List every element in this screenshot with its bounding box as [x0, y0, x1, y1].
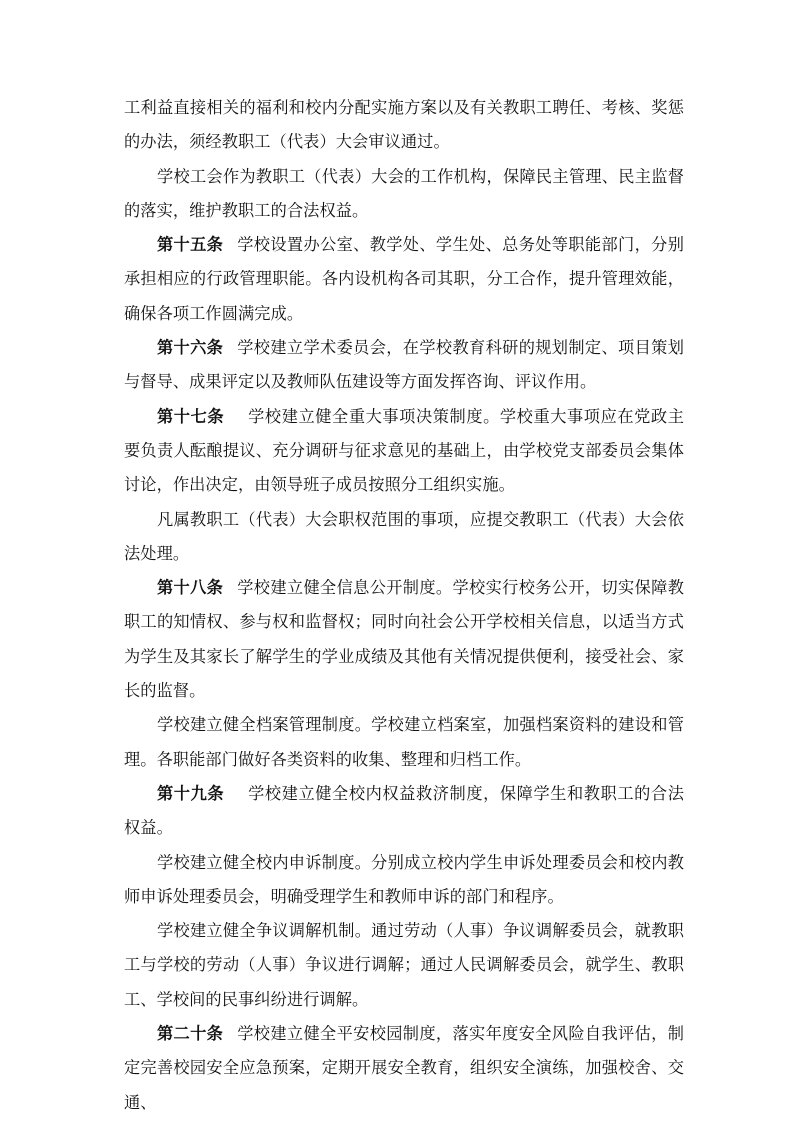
- paragraph: [124, 708, 684, 777]
- paragraph-continuation: [124, 91, 684, 160]
- body-text: [124, 91, 684, 1120]
- paragraph-text: 学校建立学术委员会，在学校教育科研的规划制定、项目策划与督导、成果评定以及教师队伍建设等方面发挥咨询、评议作用。: [124, 338, 684, 392]
- article-19: [124, 777, 684, 846]
- paragraph-text: 学校建立健全校内权益救济制度，保障学生和教职工的合法权益。: [124, 783, 684, 838]
- paragraph-text: 学校建立健全校内申诉制度。分别成立校内学生申诉处理委员会和校内教师申诉处理委员会，明确受理学生和教师申诉的部门和程序。: [124, 852, 684, 906]
- article-15: [124, 228, 684, 331]
- paragraph-text: 学校建立健全信息公开制度。学校实行校务公开，切实保障教职工的知情权、参与权和监督权；同时向社会公开学校相关信息，以适当方式为学生及其家长了解学生的学业成绩及其他有关情况提供便利，接受社会、家长的监督。: [124, 578, 684, 701]
- paragraph-text: 工利益直接相关的福利和校内分配实施方案以及有关教职工聘任、考核、奖惩的办法，须经教职工（代表）大会审议通过。: [124, 98, 684, 152]
- article-number: 第十八条: [157, 578, 224, 598]
- paragraph: [124, 503, 684, 572]
- article-number: 第十九条: [157, 783, 225, 803]
- paragraph-text: 凡属教职工（代表）大会职权范围的事项，应提交教职工（代表）大会依法处理。: [124, 509, 684, 563]
- paragraph-text: 学校工会作为教职工（代表）大会的工作机构，保障民主管理、民主监督的落实，维护教职工的合法权益。: [124, 166, 684, 220]
- article-number: 第十六条: [157, 338, 224, 358]
- paragraph-text: 学校建立健全平安校园制度，落实年度安全风险自我评估，制定完善校园安全应急预案，定期开展安全教育，组织安全演练，加强校舍、交通、: [124, 1024, 684, 1112]
- article-16: [124, 331, 684, 400]
- paragraph: [124, 914, 684, 1017]
- paragraph: [124, 846, 684, 915]
- article-18: [124, 571, 684, 708]
- article-number: 第十七条: [157, 406, 225, 426]
- paragraph-text: 学校建立健全档案管理制度。学校建立档案室，加强档案资料的建设和管理。各职能部门做好各类资料的收集、整理和归档工作。: [124, 715, 684, 769]
- paragraph-text: 学校建立健全重大事项决策制度。学校重大事项应在党政主要负责人酝酿提议、充分调研与征求意见的基础上，由学校党支部委员会集体讨论，作出决定，由领导班子成员按照分工组织实施。: [124, 406, 684, 495]
- paragraph-text: 学校设置办公室、教学处、学生处、总务处等职能部门，分别承担相应的行政管理职能。各内设机构各司其职，分工合作，提升管理效能，确保各项工作圆满完成。: [124, 235, 684, 323]
- article-number: 第二十条: [157, 1024, 224, 1044]
- paragraph-text: 学校建立健全争议调解机制。通过劳动（人事）争议调解委员会，就教职工与学校的劳动（人事）争议进行调解；通过人民调解委员会，就学生、教职工、学校间的民事纠纷进行调解。: [124, 921, 684, 1009]
- paragraph: [124, 160, 684, 229]
- article-20: [124, 1017, 684, 1120]
- article-number: 第十五条: [157, 235, 224, 255]
- article-17: [124, 400, 684, 503]
